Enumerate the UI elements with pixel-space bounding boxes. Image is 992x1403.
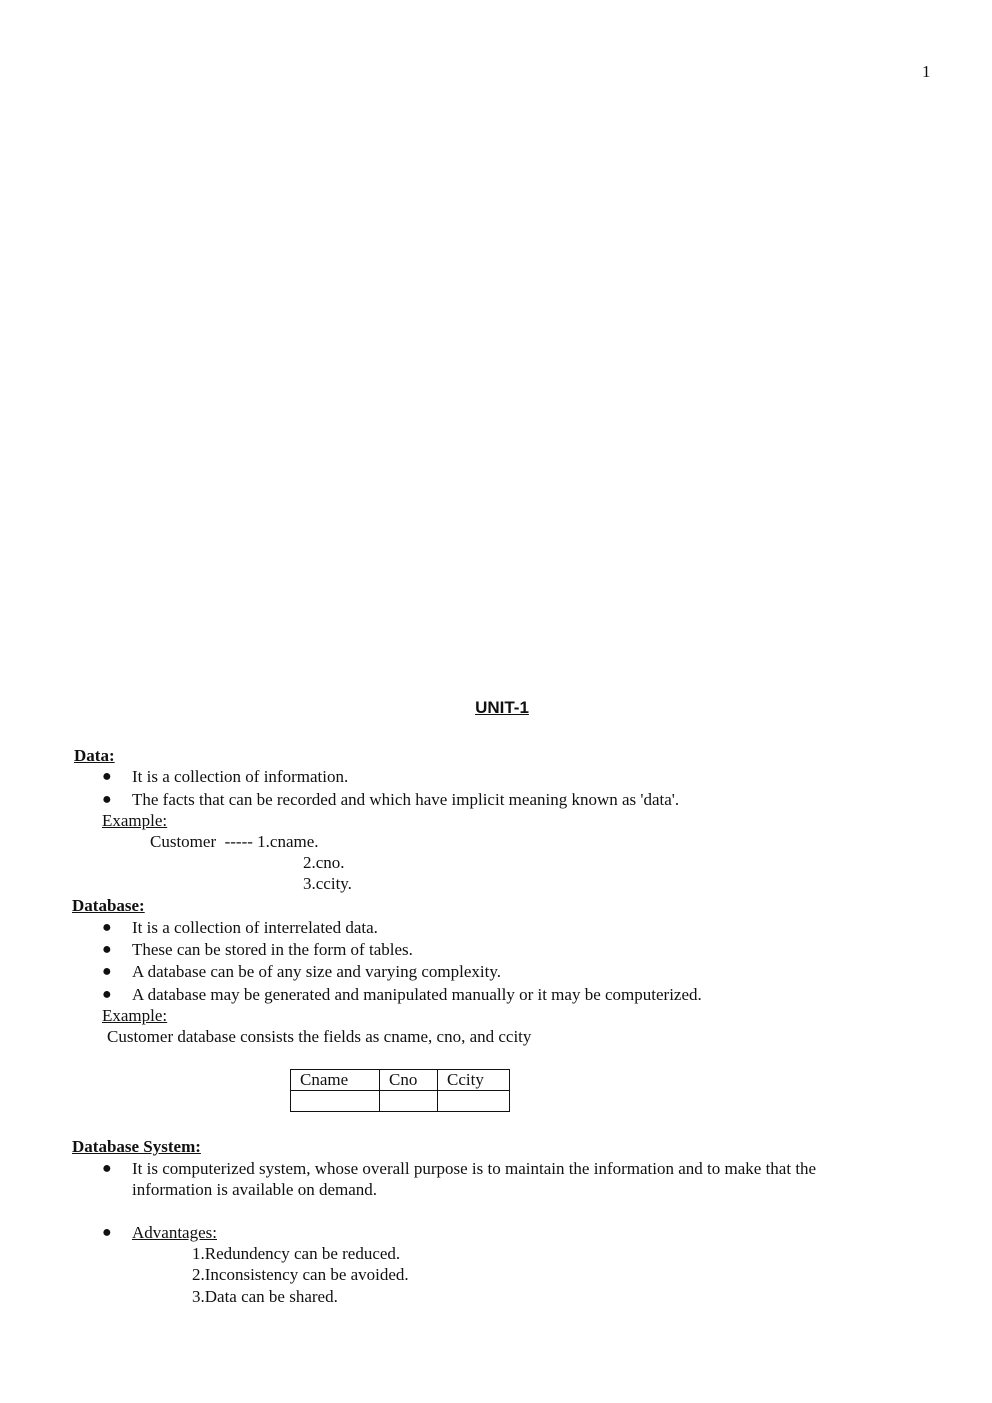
bullet-icon: ● <box>102 941 112 958</box>
database-system-heading: Database System: <box>72 1137 201 1156</box>
advantage-item: 1.Redundency can be reduced. <box>192 1244 401 1263</box>
database-bullet: These can be stored in the form of tables. <box>132 940 413 959</box>
bullet-icon: ● <box>102 986 112 1003</box>
advantage-item: 3.Data can be shared. <box>192 1287 338 1306</box>
table-header: Ccity <box>438 1070 510 1091</box>
database-bullet: A database can be of any size and varying complexity. <box>132 962 501 981</box>
example-label: Example: <box>102 1006 168 1025</box>
example-text: Customer database consists the fields as cname, cno, and ccity <box>107 1027 532 1046</box>
page-title: UNIT-1 <box>475 698 529 717</box>
table-cell <box>291 1091 380 1112</box>
bullet-icon: ● <box>102 919 112 936</box>
database-bullet: A database may be generated and manipulated manually or it may be computerized. <box>132 985 702 1004</box>
data-bullet: It is a collection of information. <box>132 767 349 786</box>
table-cell <box>380 1091 438 1112</box>
customer-table <box>290 1069 510 1112</box>
table-cell <box>438 1091 510 1112</box>
database-system-bullet: It is computerized system, whose overall purpose is to maintain the information and to make that the <box>132 1159 817 1178</box>
example-label: Example: <box>102 811 168 830</box>
bullet-icon: ● <box>102 1224 112 1241</box>
advantages-label: Advantages: <box>132 1223 217 1242</box>
bullet-icon: ● <box>102 768 112 785</box>
database-system-bullet-cont: information is available on demand. <box>132 1180 378 1199</box>
bullet-icon: ● <box>102 963 112 980</box>
table-header: Cno <box>380 1070 438 1091</box>
example-line: 3.ccity. <box>303 874 352 893</box>
bullet-icon: ● <box>102 791 112 808</box>
table-header: Cname <box>291 1070 380 1091</box>
example-line: Customer ----- 1.cname. <box>150 832 319 851</box>
page-number: 1 <box>922 62 931 81</box>
database-bullet: It is a collection of interrelated data. <box>132 918 378 937</box>
table-header-row <box>291 1070 510 1091</box>
example-line: 2.cno. <box>303 853 345 872</box>
data-heading: Data: <box>74 746 115 765</box>
data-bullet: The facts that can be recorded and which have implicit meaning known as 'data'. <box>132 790 680 809</box>
database-heading: Database: <box>72 896 145 915</box>
bullet-icon: ● <box>102 1160 112 1177</box>
advantage-item: 2.Inconsistency can be avoided. <box>192 1265 409 1284</box>
table-row <box>291 1091 510 1112</box>
